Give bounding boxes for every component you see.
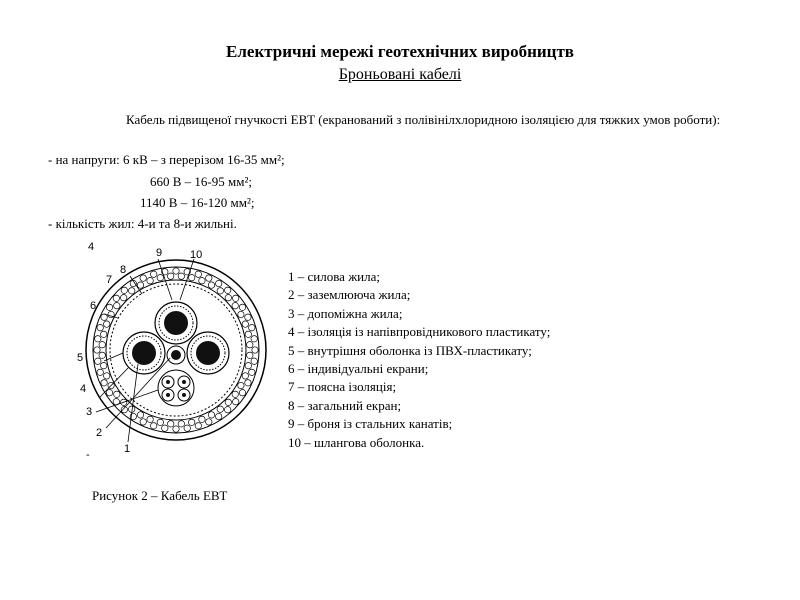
armour-wire bbox=[195, 271, 201, 277]
armour-wire bbox=[199, 278, 205, 284]
label-7: 7 bbox=[106, 274, 113, 286]
armour-wire bbox=[97, 369, 103, 375]
legend-item: 2 – заземлююча жила; bbox=[288, 287, 411, 303]
power-core-top bbox=[155, 302, 197, 344]
auxiliary-cores bbox=[158, 370, 194, 406]
armour-wire bbox=[162, 425, 168, 431]
armour-wire bbox=[104, 321, 110, 327]
armour-wire bbox=[249, 369, 255, 375]
armour-wire bbox=[178, 421, 184, 427]
armour-wire bbox=[189, 419, 195, 425]
armour-wire bbox=[208, 412, 214, 418]
armour-wire bbox=[199, 416, 205, 422]
armour-wire bbox=[106, 304, 112, 310]
armour-wire bbox=[99, 352, 105, 358]
armour-wire bbox=[238, 382, 244, 388]
armour-wire bbox=[238, 311, 244, 317]
intro-paragraph: Кабель підвищеної гнучкості ЕВТ (екранований з полівінілхлоридною ізоляцією для тяжких умов роботи): bbox=[126, 112, 721, 127]
armour-wire bbox=[195, 423, 201, 429]
cores-line: - кількість жил: 4-и та 8-и жильні. bbox=[48, 216, 237, 231]
armour-wire bbox=[99, 342, 105, 348]
armour-wire bbox=[225, 407, 231, 413]
armour-wire bbox=[249, 325, 255, 331]
armour-wire bbox=[151, 271, 157, 277]
armour-wire bbox=[129, 288, 135, 294]
legend-item: 3 – допоміжна жила; bbox=[288, 305, 403, 321]
armour-wire bbox=[147, 278, 153, 284]
armour-wire bbox=[245, 314, 251, 320]
armour-wire bbox=[173, 268, 179, 274]
armour-wire bbox=[178, 273, 184, 279]
armour-wire bbox=[225, 399, 231, 405]
armour-wire bbox=[104, 373, 110, 379]
armour-wire bbox=[217, 406, 223, 412]
armour-wire bbox=[121, 287, 127, 293]
legend-item: 5 – внутрішня оболонка із ПВХ-пластикату; bbox=[288, 342, 532, 358]
armour-wire bbox=[208, 282, 214, 288]
armour-wire bbox=[121, 295, 127, 301]
legend-item: 10 – шлангова оболонка. bbox=[288, 434, 425, 450]
armour-wire bbox=[242, 321, 248, 327]
armour-wire bbox=[101, 331, 107, 337]
armour-wire bbox=[137, 412, 143, 418]
armour-wire bbox=[225, 295, 231, 301]
cable-cross-section-diagram bbox=[72, 240, 282, 460]
armour-wire bbox=[157, 275, 163, 281]
armour-wire bbox=[101, 363, 107, 369]
armour-wire bbox=[216, 413, 222, 419]
armour-wire bbox=[217, 288, 223, 294]
label-2: 2 bbox=[96, 427, 103, 439]
armour-wire bbox=[184, 425, 190, 431]
armour-wire bbox=[114, 391, 120, 397]
armour-wire bbox=[173, 426, 179, 432]
armour-wire bbox=[157, 419, 163, 425]
armour-wire bbox=[113, 295, 119, 301]
armour-wire bbox=[247, 342, 253, 348]
legend-item: 8 – загальний екран; bbox=[288, 397, 402, 413]
armour-wire bbox=[151, 423, 157, 429]
label-3: 3 bbox=[86, 406, 93, 418]
armour-wire bbox=[94, 347, 100, 353]
legend-item: 1 – силова жила; bbox=[288, 269, 381, 284]
armour-wire bbox=[206, 275, 212, 281]
armour-wire bbox=[252, 347, 258, 353]
figure-caption: Рисунок 2 – Кабель ЕВТ bbox=[92, 488, 228, 503]
armour-wire bbox=[137, 282, 143, 288]
page-subtitle: Броньовані кабелі bbox=[338, 66, 462, 83]
armour-wire bbox=[101, 380, 107, 386]
page-title: Електричні мережі геотехнічних виробництв bbox=[226, 42, 574, 61]
label-4: 4 bbox=[80, 383, 87, 395]
armour-wire bbox=[233, 399, 239, 405]
armour-wire bbox=[95, 336, 101, 342]
power-core-left bbox=[123, 332, 165, 374]
label-8: 8 bbox=[120, 264, 127, 276]
legend-item: 7 – поясна ізоляція; bbox=[288, 379, 397, 395]
armour-wire bbox=[95, 358, 101, 364]
armour-wire bbox=[140, 275, 146, 281]
label-10: 10 bbox=[190, 249, 203, 261]
armour-wire bbox=[251, 358, 257, 364]
armour-wire bbox=[225, 287, 231, 293]
voltage-line-660v: 660 В – 16-95 мм²; bbox=[150, 174, 252, 189]
legend-item: 6 – індивідуальні екрани; bbox=[288, 361, 429, 377]
label-5: 5 bbox=[77, 352, 84, 364]
armour-wire bbox=[147, 416, 153, 422]
armour-wire bbox=[239, 390, 245, 396]
label-4-top: 4 bbox=[88, 241, 95, 253]
label-9: 9 bbox=[156, 247, 163, 259]
armour-wire bbox=[97, 325, 103, 331]
armour-wire bbox=[168, 273, 174, 279]
armour-wire bbox=[239, 304, 245, 310]
armour-wire bbox=[242, 373, 248, 379]
legend-list bbox=[288, 268, 550, 452]
label-dash: - bbox=[86, 449, 90, 460]
armour-wire bbox=[251, 336, 257, 342]
armour-wire bbox=[140, 419, 146, 425]
armour-wire bbox=[247, 352, 253, 358]
armour-wire bbox=[189, 275, 195, 281]
power-core-right bbox=[187, 332, 229, 374]
legend-item: 4 – ізоляція із напівпровідникового пластикату; bbox=[288, 324, 551, 340]
armour-wire bbox=[245, 363, 251, 369]
armour-wire bbox=[206, 419, 212, 425]
armour-wire bbox=[245, 380, 251, 386]
voltage-line-6kv: - на напруги: 6 кВ – з перерізом 16-35 мм²; bbox=[48, 152, 285, 167]
armour-wire bbox=[245, 331, 251, 337]
armour-wire bbox=[233, 295, 239, 301]
armour-wire bbox=[232, 391, 238, 397]
armour-wire bbox=[232, 303, 238, 309]
label-6: 6 bbox=[90, 300, 97, 312]
label-1: 1 bbox=[124, 443, 131, 455]
voltage-line-1140v: 1140 В – 16-120 мм²; bbox=[140, 195, 255, 210]
armour-wire bbox=[114, 303, 120, 309]
armour-wire bbox=[168, 421, 174, 427]
legend-item: 9 – броня із стальних канатів; bbox=[288, 416, 453, 432]
ground-core bbox=[167, 346, 185, 364]
armour-wire bbox=[216, 280, 222, 286]
armour-wire bbox=[106, 390, 112, 396]
